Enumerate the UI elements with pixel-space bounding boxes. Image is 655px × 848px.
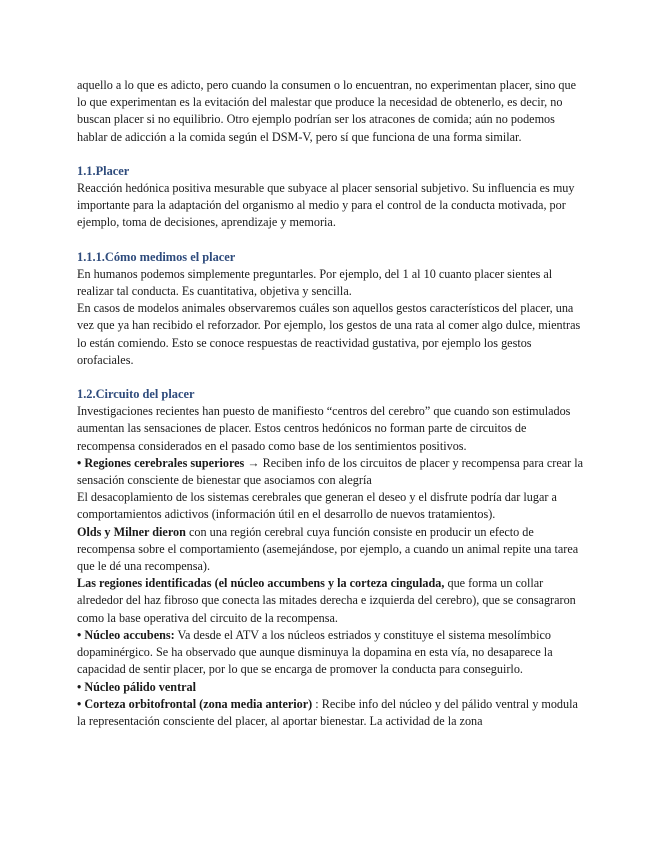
nucleo-accubens-label: • Núcleo accubens:: [77, 627, 175, 642]
placer-paragraph: Reacción hedónica positiva mesurable que subyace al placer sensorial subjetivo. Su influencia es muy importante para la adaptación del organismo al medio y para el control de la conducta motivada, por ejemplo, toma de decisiones, aprendizaje y memoria.: [77, 181, 575, 230]
regiones-identificadas-label: Las regiones identificadas (el núcleo accumbens y la corteza cingulada,: [77, 576, 445, 591]
circuito-paragraph-1: Investigaciones recientes han puesto de manifiesto “centros del cerebro” que cuando son estimulados aumentan las sensaciones de placer. Estos centros hedónicos no forman parte de circuitos de recompensa considerados en el pasado como base de los sentimientos positivos.: [77, 404, 571, 453]
olds-milner-label: Olds y Milner dieron: [77, 524, 186, 539]
nucleo-palido-label: • Núcleo pálido ventral: [77, 679, 197, 694]
desacoplamiento-paragraph: El desacoplamiento de los sistemas cerebrales que generan el deseo y el disfrute podría dar lugar a comportamientos adictivos (información útil en el desarrollo de nuevos tratamientos).: [77, 490, 557, 522]
regiones-superiores-label: • Regiones cerebrales superiores: [77, 455, 245, 470]
medimos-paragraph-2: En casos de modelos animales observaremos cuáles son aquellos gestos característicos del placer, una vez que ya han recibido el reforzador. Por ejemplo, los gestos de una rata al comer algo dulce, mientras lo están comiendo. Esto se conoce respuestas de reactividad gustativa, por ejemplo los gestos orofaciales.: [77, 301, 581, 367]
medimos-paragraph-1: En humanos podemos simplemente preguntarles. Por ejemplo, del 1 al 10 cuanto placer sientes al realizar tal conducta. Es cuantitativa, objetiva y sencilla.: [77, 266, 553, 299]
heading-como-medimos: 1.1.1.Cómo medimos el placer: [77, 249, 236, 264]
regiones-identificadas-text: que forma un collar alrededor del haz fibroso que conecta las mitades derecha e izquierda del cerebro), que se consagraron como la base operativa del circuito de la recompensa.: [77, 576, 576, 625]
regiones-superiores-item: [77, 455, 587, 489]
corteza-orbitofrontal-label: • Corteza orbitofrontal (zona media anterior): [77, 696, 313, 711]
spacer: [77, 146, 587, 163]
regiones-identificadas-paragraph: [77, 575, 587, 627]
heading-placer: 1.1.Placer: [77, 163, 130, 178]
nucleo-accubens-text: Va desde el ATV a los núcleos estriados y constituye el sistema mesolímbico dopaminérgico. Se ha observado que aunque disminuya la dopamina en esta vía, no desaparece la capacidad de sentir placer, por lo que se encarga de promover la conducta para conseguirlo.: [77, 627, 553, 677]
intro-paragraph: aquello a lo que es adicto, pero cuando la consumen o lo encuentran, no experimentan placer, sino que lo que experimentan es la evitación del malestar que produce la necesidad de obtenerlo, es decir, no buscan placer si no equilibrio. Otro ejemplo podrían ser los atracones de comida; aún no podemos hablar de adicción a la comida según el DSM-V, pero sí que funciona de una forma similar.: [77, 78, 577, 144]
regiones-superiores-text: → Reciben info de los circuitos de placer y recompensa para crear la sensación consciente de bienestar que asociamos con alegría: [77, 455, 584, 488]
spacer: [77, 369, 587, 386]
spacer: [77, 232, 587, 249]
nucleo-palido-item: [77, 679, 587, 696]
olds-milner-text: con una región cerebral cuya función consiste en producir un efecto de recompensa sobre el comportamiento (asemejándose, por ejemplo, a cuando un animal repite una tarea que le dé una recompensa).: [77, 524, 579, 574]
corteza-orbitofrontal-text: : Recibe info del núcleo y del pálido ventral y modula la representación consciente del placer, al aportar bienestar. La actividad de la zona: [77, 696, 578, 728]
olds-milner-paragraph: [77, 524, 587, 576]
heading-circuito: 1.2.Circuito del placer: [77, 387, 195, 402]
corteza-orbitofrontal-item: [77, 696, 587, 730]
nucleo-accubens-item: [77, 627, 587, 679]
